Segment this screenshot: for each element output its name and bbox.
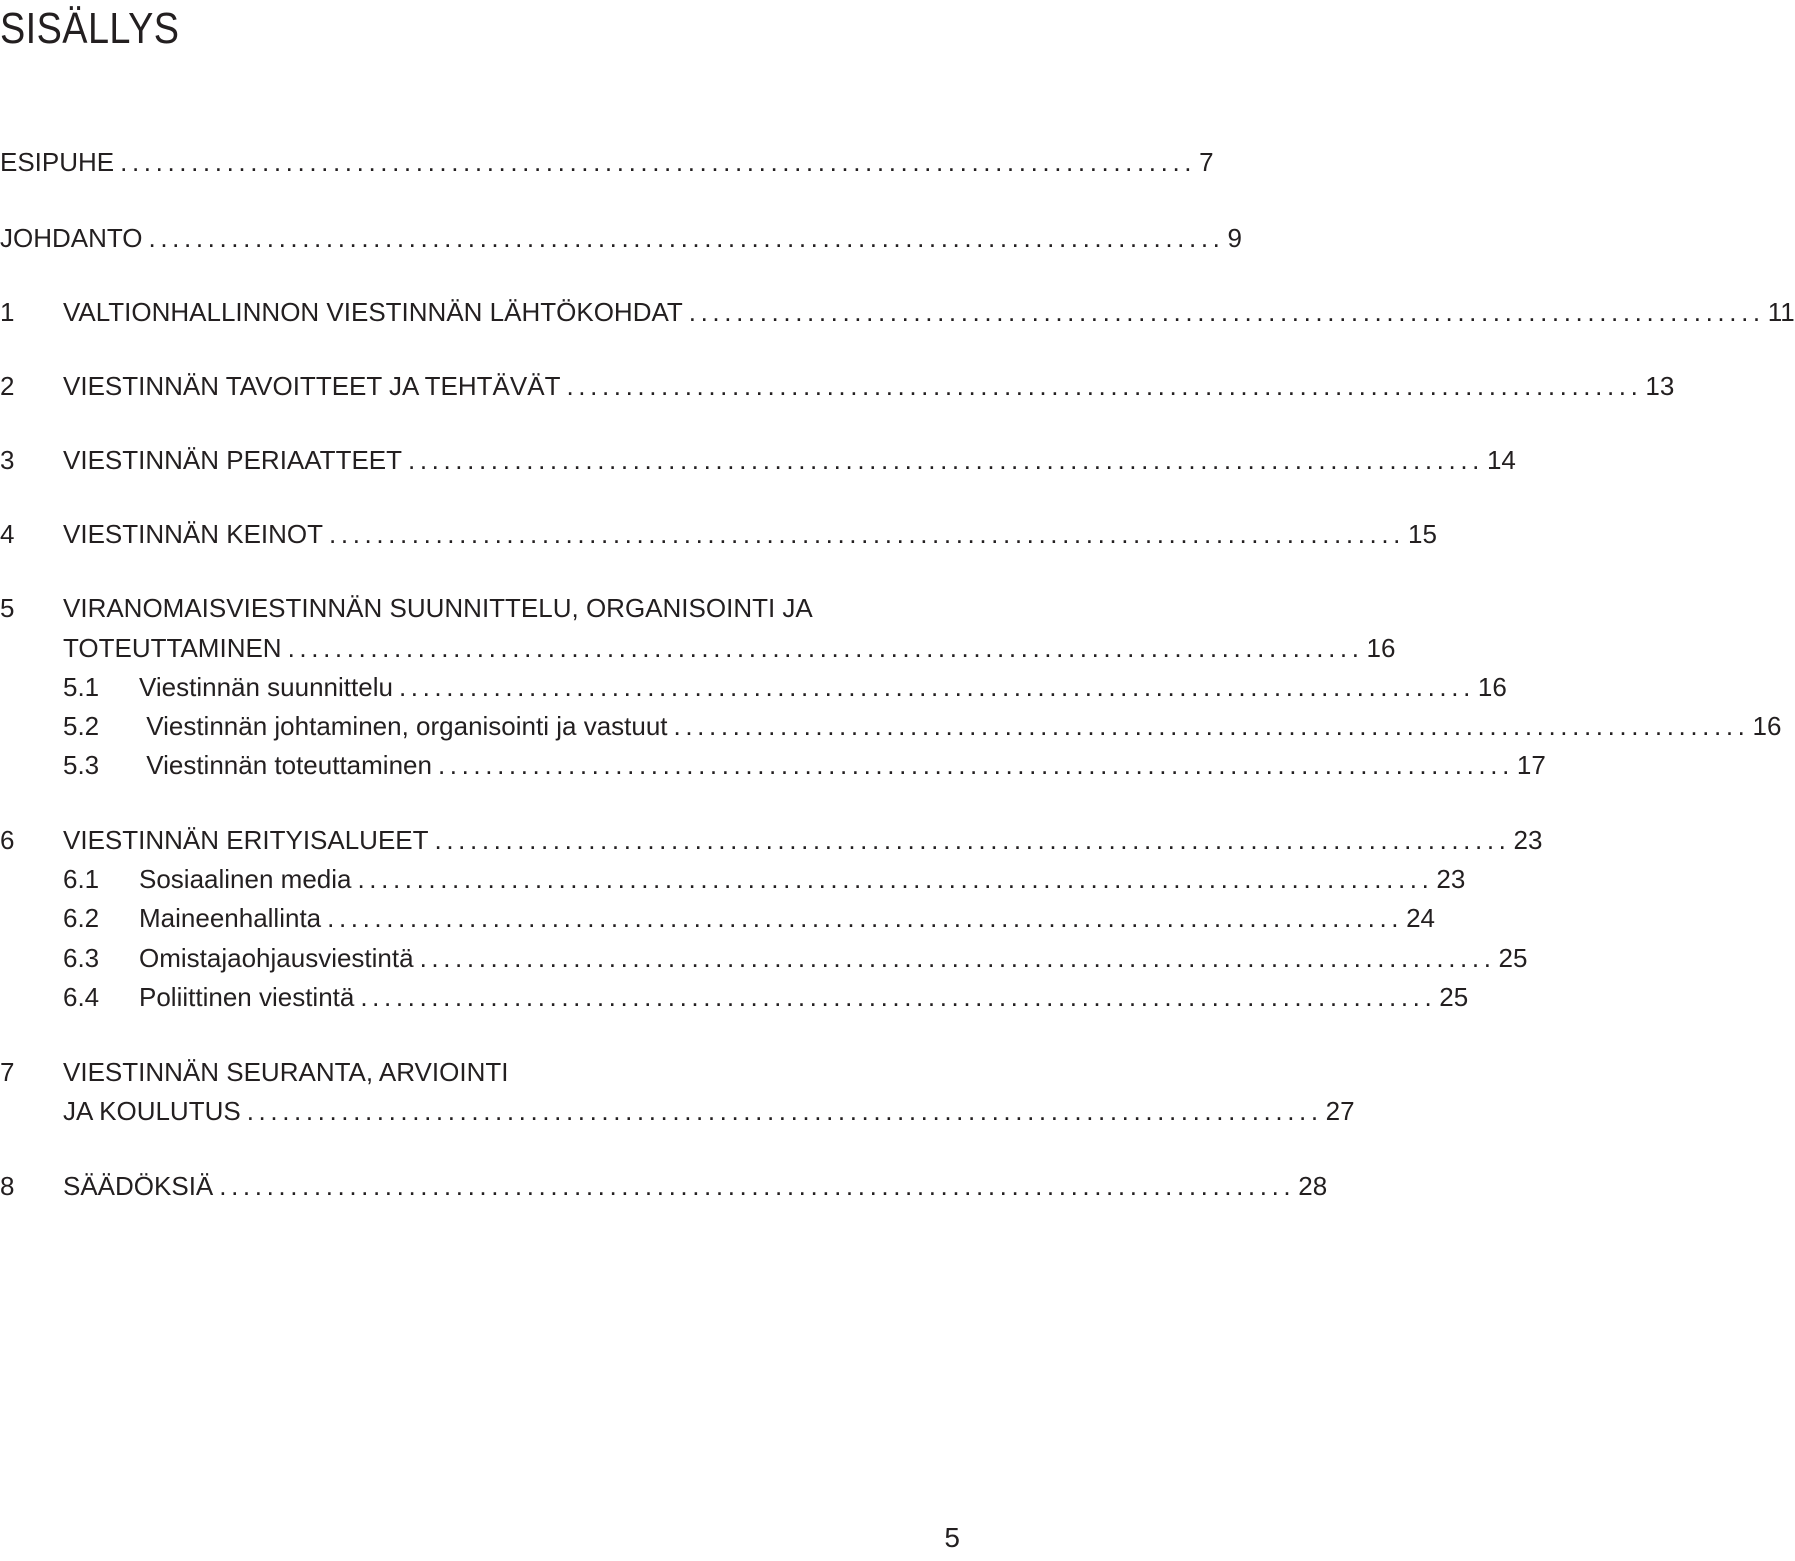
toc-leader-dots: ...........................................................................................	[434, 825, 1511, 855]
toc-subentry-5-1[interactable]	[63, 670, 1507, 704]
toc-page-number: 15	[1408, 519, 1437, 549]
toc-page-number: 17	[1516, 750, 1546, 780]
toc-leader-dots: ...........................................................................................	[219, 1171, 1296, 1201]
toc-entry-label-line1: VIRANOMAISVIESTINNÄN SUUNNITTELU, ORGANISOINTI JA	[63, 593, 813, 623]
toc-entry-number: 6.1	[63, 864, 100, 894]
toc-entry-chapter-2[interactable]	[0, 369, 1675, 403]
toc-entry-label: VIESTINNÄN KEINOT	[63, 519, 324, 549]
toc-entry-label: Poliittinen viestintä	[139, 982, 355, 1012]
toc-leader-dots: ...........................................................................................	[398, 672, 1475, 702]
toc-entry-label: VIESTINNÄN PERIAATTEET	[63, 445, 403, 475]
toc-entry-label: Viestinnän suunnittelu	[139, 672, 393, 702]
toc-leader-dots: ...........................................................................................	[360, 982, 1437, 1012]
toc-subentry-6-1[interactable]	[63, 862, 1466, 896]
toc-entry-chapter-6[interactable]	[0, 823, 1543, 857]
toc-entry-number: 7	[0, 1057, 15, 1087]
toc-entry-number: 6.4	[63, 982, 100, 1012]
toc-entry-label: TOTEUTTAMINEN	[63, 633, 282, 663]
toc-entry-number: 6.2	[63, 903, 100, 933]
toc-entry-label-line1: VIESTINNÄN SEURANTA, ARVIOINTI	[63, 1057, 509, 1087]
toc-leader-dots: ...........................................................................................	[566, 371, 1643, 401]
toc-entry-label: Viestinnän johtaminen, organisointi ja vastuut	[139, 711, 668, 741]
toc-entry-label: VIESTINNÄN TAVOITTEET JA TEHTÄVÄT	[63, 371, 561, 401]
toc-entry-number: 5.3	[63, 750, 100, 780]
toc-entry-number: 6.3	[63, 943, 100, 973]
toc-page-number: 25	[1498, 943, 1528, 973]
toc-entry-label: Sosiaalinen media	[139, 864, 352, 894]
toc-entry-number: 5.1	[63, 672, 100, 702]
toc-page-number: 27	[1325, 1096, 1355, 1126]
toc-leader-dots: ...........................................................................................	[408, 445, 1484, 475]
page-title: SISÄLLYS	[0, 4, 180, 53]
toc-entry-label: Omistajaohjausviestintä	[139, 943, 414, 973]
toc-page-number: 16	[1752, 711, 1782, 741]
toc-subentry-5-3[interactable]	[63, 748, 1546, 782]
toc-subentry-5-2[interactable]	[63, 709, 1782, 743]
toc-entry-number: 4	[0, 519, 15, 549]
toc-entry-chapter-7-line1[interactable]	[0, 1055, 890, 1089]
toc-entry-number: 2	[0, 371, 15, 401]
toc-page-number: 9	[1227, 223, 1242, 253]
toc-entry-chapter-7-line2[interactable]	[0, 1094, 1355, 1128]
toc-subentry-6-4[interactable]	[63, 980, 1469, 1014]
toc-leader-dots: ...........................................................................................	[357, 864, 1434, 894]
toc-page-number: 16	[1477, 672, 1507, 702]
toc-entry-number: 3	[0, 445, 15, 475]
toc-entry-label: SÄÄDÖKSIÄ	[63, 1171, 214, 1201]
toc-leader-dots: ...........................................................................................	[688, 297, 1765, 327]
toc-entry-number: 6	[0, 825, 15, 855]
toc-page-number: 7	[1199, 147, 1214, 177]
toc-leader-dots: ...........................................................................................	[287, 633, 1364, 663]
toc-leader-dots: ...........................................................................................	[148, 223, 1225, 253]
toc-page-number: 28	[1298, 1171, 1328, 1201]
toc-entry-label: VIESTINNÄN ERITYISALUEET	[63, 825, 429, 855]
toc-leader-dots: ...........................................................................................	[437, 750, 1514, 780]
toc-page-number: 14	[1486, 445, 1516, 475]
toc-entry-chapter-5-line2[interactable]	[0, 631, 1396, 665]
toc-page-number: 11	[1767, 297, 1795, 327]
toc-entry-chapter-8[interactable]	[0, 1169, 1328, 1203]
toc-entry-number: 5.2	[63, 711, 100, 741]
toc-page-number: 23	[1436, 864, 1466, 894]
toc-subentry-6-3[interactable]	[63, 941, 1528, 975]
toc-entry-label: Viestinnän toteuttaminen	[139, 750, 432, 780]
toc-entry-esipuhe[interactable]	[0, 145, 1214, 179]
toc-subentry-6-2[interactable]	[63, 901, 1436, 935]
toc-page-number: 25	[1439, 982, 1469, 1012]
toc-page-number: 13	[1645, 371, 1675, 401]
toc-leader-dots: ...........................................................................................	[246, 1096, 1323, 1126]
toc-entry-number: 1	[0, 297, 15, 327]
toc-entry-chapter-1[interactable]	[0, 295, 1795, 329]
toc-entry-chapter-3[interactable]	[0, 443, 1516, 477]
toc-entry-number: 5	[0, 593, 15, 623]
toc-page-number: 16	[1366, 633, 1396, 663]
toc-leader-dots: ...........................................................................................	[120, 147, 1197, 177]
toc-entry-label: JOHDANTO	[0, 223, 143, 253]
toc-entry-label: ESIPUHE	[0, 147, 115, 177]
toc-page-number: 24	[1406, 903, 1436, 933]
toc-leader-dots: ...........................................................................................	[419, 943, 1496, 973]
toc-page-number: 23	[1513, 825, 1543, 855]
toc-leader-dots: ...........................................................................................	[329, 519, 1405, 549]
toc-leader-dots: ...........................................................................................	[327, 903, 1404, 933]
toc-entry-label: JA KOULUTUS	[63, 1096, 241, 1126]
toc-entry-johdanto[interactable]	[0, 221, 1242, 255]
toc-leader-dots: ...........................................................................................	[673, 711, 1750, 741]
page-number: 5	[944, 1522, 960, 1553]
toc-entry-label: Maineenhallinta	[139, 903, 322, 933]
toc-entry-chapter-4[interactable]	[0, 517, 1437, 551]
toc-entry-label: VALTIONHALLINNON VIESTINNÄN LÄHTÖKOHDAT	[63, 297, 683, 327]
toc-entry-chapter-5-line1[interactable]	[0, 591, 890, 625]
toc-entry-number: 8	[0, 1171, 15, 1201]
